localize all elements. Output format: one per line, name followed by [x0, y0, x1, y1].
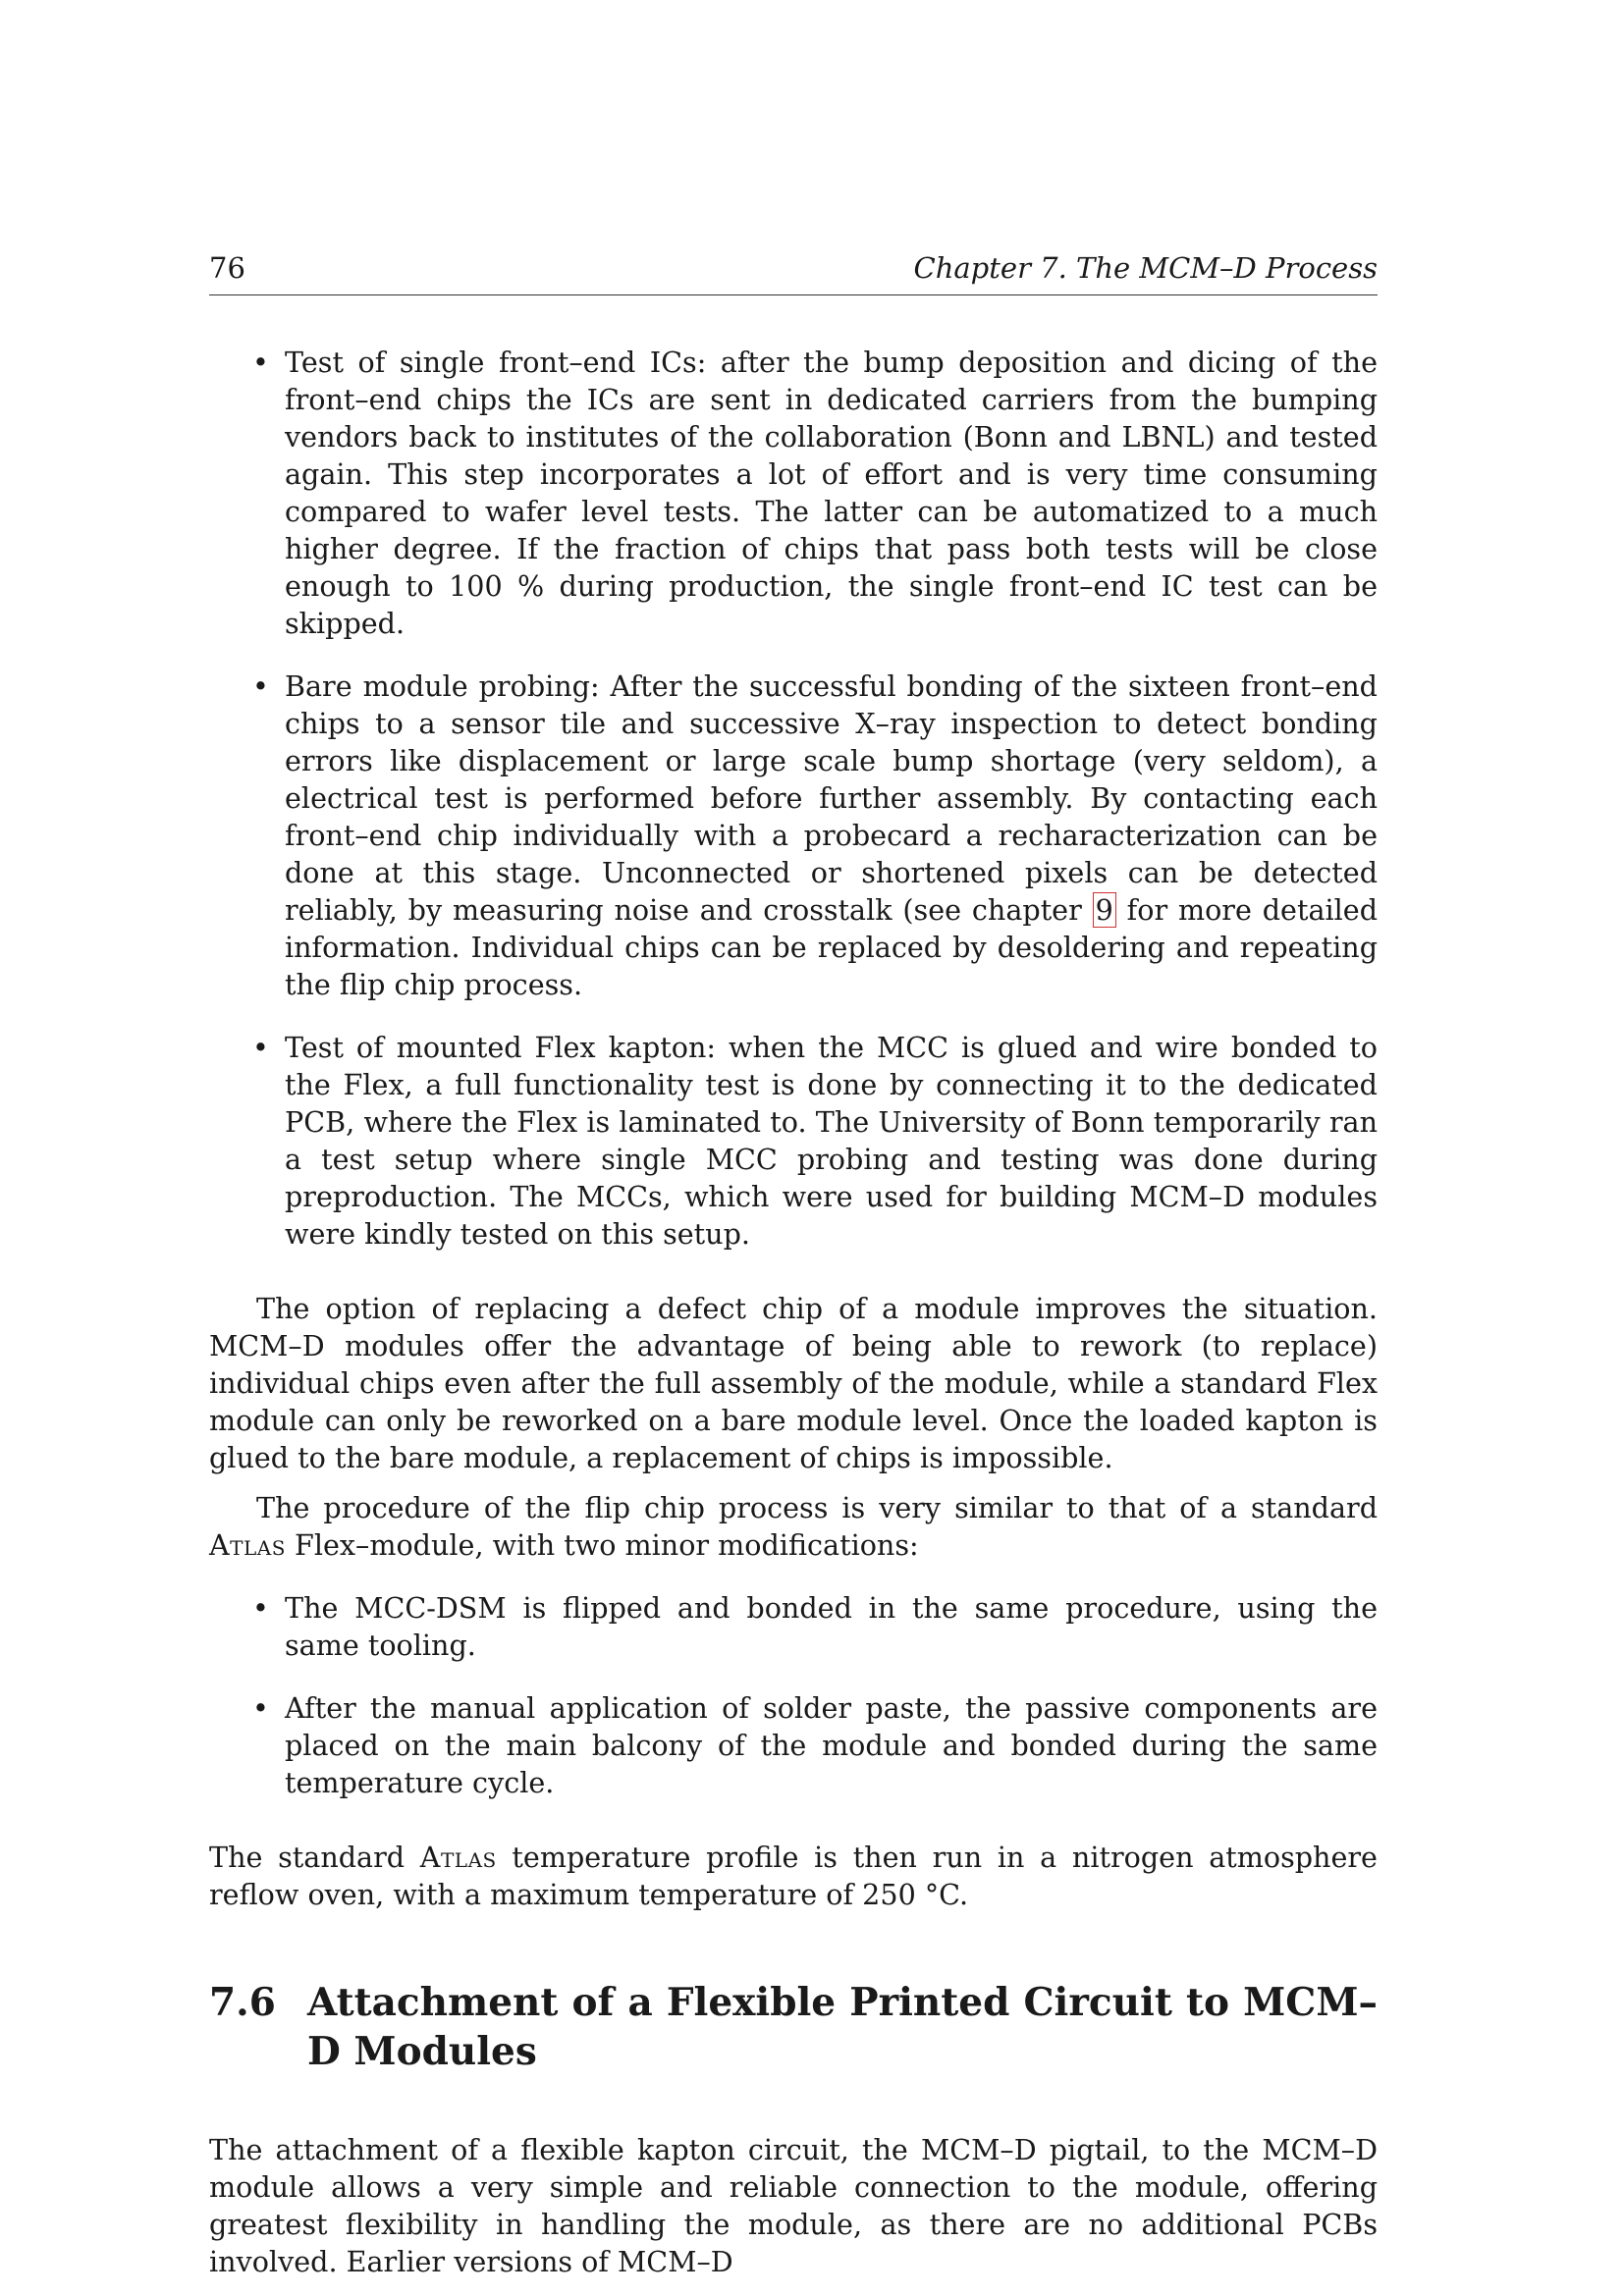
list-item: [209, 344, 1378, 642]
list-item-text: Bare module probing: After the successful bonding of the sixteen front–end chips to a sensor tile and successive X–ray inspection to detect bonding errors like displacement or large scale bump shortage (very seldom), a electrical test is performed before further assembly. By contacting each front–end chip individually with a probecard a recharacterization can be done at this stage. Unconnected or shortened pixels can be detected reliably, by measuring noise and crosstalk (see chapter: [285, 669, 1378, 927]
list-item: [209, 1589, 1378, 1664]
section-heading: [209, 1978, 1378, 2076]
atlas-name: Atlas: [209, 1528, 286, 1562]
atlas-name: Atlas: [419, 1841, 497, 1874]
section-title: Attachment of a Flexible Printed Circuit to MCM–D Modules: [307, 1980, 1378, 2074]
list-item-text: After the manual application of solder paste, the passive components are placed on the main balcony of the module and bonded during the same temperature cycle.: [285, 1691, 1378, 1799]
list-item-text: The MCC-DSM is flipped and bonded in the same procedure, using the same tooling.: [285, 1591, 1378, 1662]
page-number: 76: [209, 251, 245, 285]
bullet-icon: •: [252, 1691, 269, 1725]
list-item: [209, 1689, 1378, 1801]
section-number: 7.6: [209, 1980, 276, 2025]
list-item-text: Test of mounted Flex kapton: when the MCC is glued and wire bonded to the Flex, a full functionality test is done by connecting it to the dedicated PCB, where the Flex is laminated to. The University of Bonn temporarily ran a test setup where single MCC probing and testing was done during preproduction. The MCCs, which were used for building MCM–D modules were kindly tested on this setup.: [285, 1031, 1378, 1251]
paragraph-text: Flex–module, with two minor modifications:: [285, 1528, 919, 1562]
bullet-icon: •: [252, 1031, 269, 1064]
list-item: [209, 1029, 1378, 1253]
bullet-icon: •: [252, 346, 269, 379]
page-body: [209, 344, 1378, 2280]
paragraph-text: temperature profile is then run in a nitrogen atmosphere reflow oven, with a maximum temperature of 250 °C.: [209, 1841, 1378, 1911]
paragraph: The option of replacing a defect chip of a module improves the situation. MCM–D modules offer the advantage of being able to rework (to replace) individual chips even after the full assembly of the module, while a standard Flex module can only be reworked on a bare module level. Once the loaded kapton is glued to the bare module, a replacement of chips is impossible.: [209, 1292, 1378, 1474]
bullet-icon: •: [252, 1591, 269, 1625]
paragraph-text: The procedure of the flip chip process is very similar to that of a standard: [256, 1491, 1378, 1524]
paragraph-text: The standard: [209, 1841, 420, 1874]
running-header: [209, 249, 1378, 295]
test-steps-list: [209, 344, 1378, 1253]
paragraph: [209, 1489, 1378, 1564]
bullet-icon: •: [252, 669, 269, 703]
paragraph: [209, 1839, 1378, 1913]
chapter-reference-link[interactable]: 9: [1093, 892, 1116, 928]
paragraph: The attachment of a flexible kapton circuit, the MCM–D pigtail, to the MCM–D module allows a very simple and reliable connection to the module, offering greatest flexibility in handling the module, as there are no additional PCBs involved. Earlier versions of MCM–D: [209, 2133, 1378, 2278]
modifications-list: [209, 1589, 1378, 1801]
list-item: [209, 667, 1378, 1003]
list-item-text: Test of single front–end ICs: after the bump deposition and dicing of the front–end chips the ICs are sent in dedicated carriers from the bumping vendors back to institutes of the collaboration (Bonn and LBNL) and tested again. This step incorporates a lot of effort and is very time consuming compared to wafer level tests. The latter can be automatized to a much higher degree. If the fraction of chips that pass both tests will be close enough to 100 % during production, the single front–end IC test can be skipped.: [285, 346, 1378, 640]
chapter-title: Chapter 7. The MCM–D Process: [913, 251, 1378, 285]
list-item-text: for more detailed information. Individual chips can be replaced by desoldering and repeating the flip chip process.: [285, 893, 1379, 1001]
